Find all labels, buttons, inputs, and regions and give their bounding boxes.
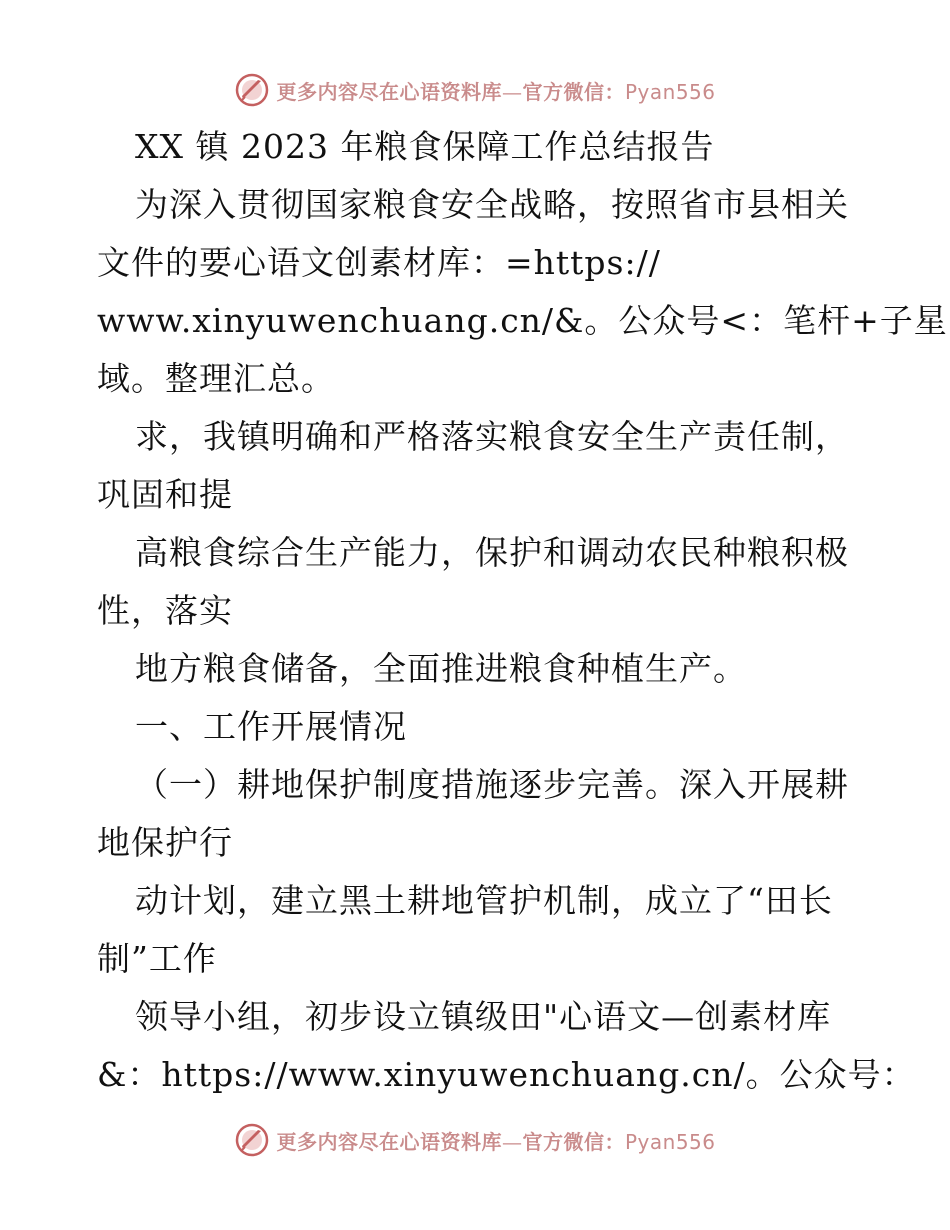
paragraph-line: 制”工作 bbox=[97, 939, 217, 978]
watermark-text: 更多内容尽在心语资料库 bbox=[276, 1129, 502, 1154]
watermark-text: 更多内容尽在心语资料库 bbox=[276, 79, 502, 104]
paragraph-line: www.xinyuwenchuang.cn/&。公众号<：笔杆+子星 bbox=[97, 301, 948, 340]
watermark-wechat-label: 官方微信： bbox=[522, 79, 625, 104]
quill-seal-icon bbox=[234, 1122, 270, 1158]
watermark-dash: — bbox=[501, 79, 523, 104]
paragraph-line: 求，我镇明确和严格落实粮食安全生产责任制， bbox=[135, 417, 849, 456]
paragraph-line: 领导小组，初步设立镇级田"心语文—创素材库 bbox=[135, 997, 832, 1036]
paragraph-line: 高粮食综合生产能力，保护和调动农民种粮积极 bbox=[135, 533, 849, 572]
watermark-dash: — bbox=[501, 1129, 523, 1154]
paragraph-line: &：https://www.xinyuwenchuang.cn/。公众号： bbox=[97, 1055, 916, 1094]
watermark-group bbox=[234, 1122, 715, 1158]
watermark-wechat-id: Pyan556 bbox=[624, 79, 716, 104]
watermark-wechat-label: 官方微信： bbox=[522, 1129, 625, 1154]
paragraph-line: 地保护行 bbox=[97, 823, 233, 862]
paragraph-line: 为深入贯彻国家粮食安全战略，按照省市县相关 bbox=[135, 185, 849, 224]
watermark-group bbox=[234, 72, 715, 108]
paragraph-line: 域。整理汇总。 bbox=[97, 359, 335, 398]
paragraph-line: 性，落实 bbox=[97, 591, 233, 630]
watermark-wechat-id: Pyan556 bbox=[624, 1129, 716, 1154]
section-heading: 一、工作开展情况 bbox=[135, 707, 407, 746]
quill-seal-icon bbox=[234, 72, 270, 108]
paragraph-line: 文件的要心语文创素材库：=https:// bbox=[97, 243, 661, 282]
header-watermark bbox=[0, 70, 950, 110]
footer-watermark bbox=[0, 1120, 950, 1160]
paragraph-line: 地方粮食储备，全面推进粮食种植生产。 bbox=[135, 649, 747, 688]
paragraph-line: （一）耕地保护制度措施逐步完善。深入开展耕 bbox=[135, 765, 849, 804]
paragraph-line: 动计划，建立黑土耕地管护机制，成立了“田长 bbox=[135, 881, 833, 920]
document-title: XX 镇 2023 年粮食保障工作总结报告 bbox=[135, 127, 715, 166]
paragraph-line: 巩固和提 bbox=[97, 475, 233, 514]
document-body bbox=[97, 118, 948, 1104]
